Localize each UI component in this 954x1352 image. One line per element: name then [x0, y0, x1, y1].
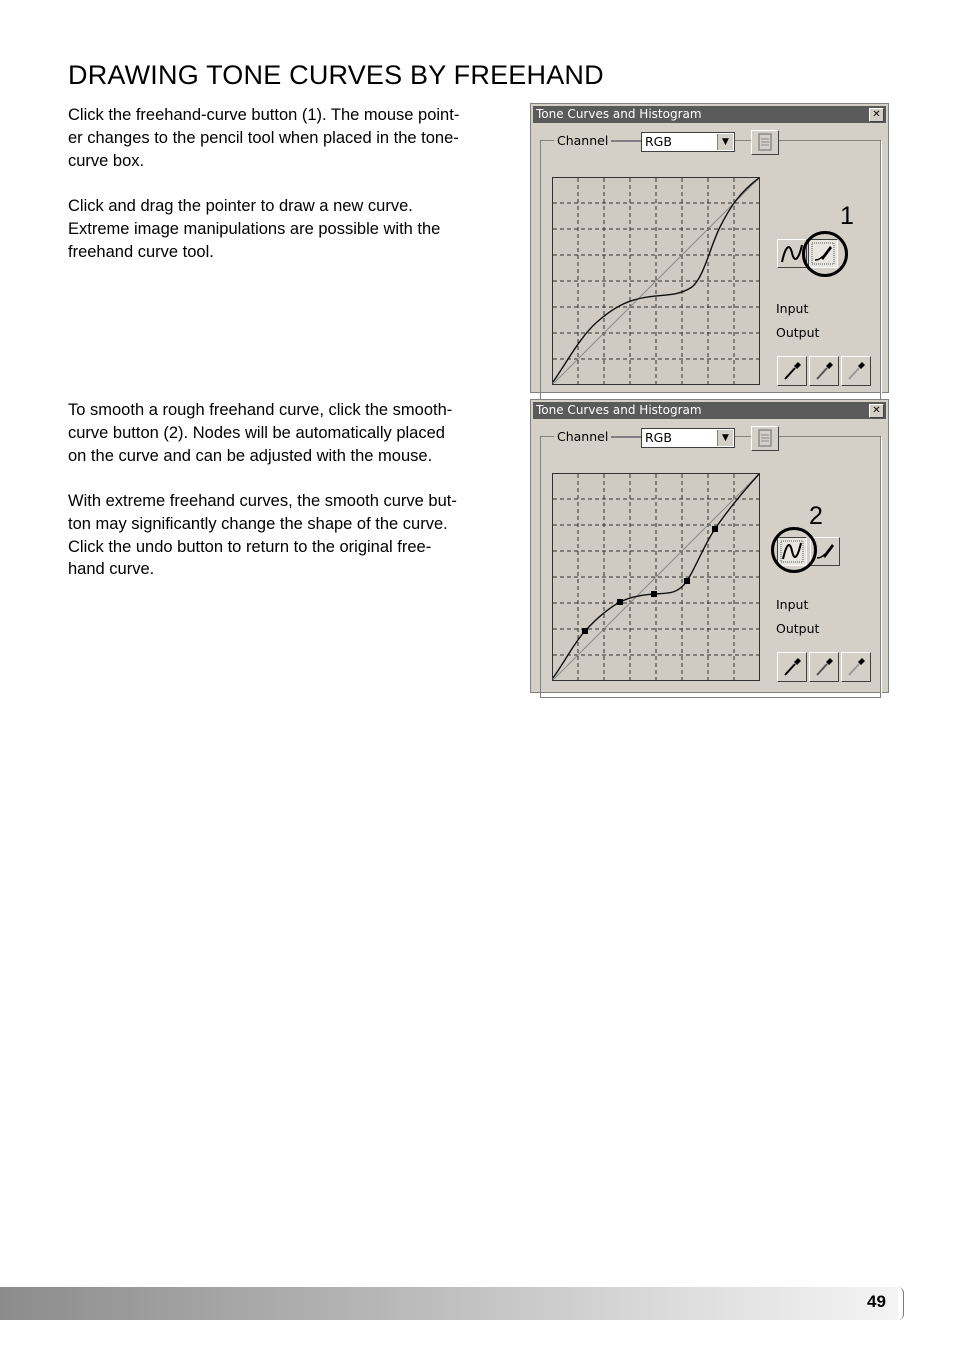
channel-select[interactable]: [641, 132, 735, 152]
callout-number: 2: [809, 502, 823, 530]
curve-node[interactable]: [712, 526, 718, 532]
close-button[interactable]: ✕: [869, 404, 884, 418]
reset-icon: [752, 131, 778, 154]
white-eyedropper-icon: [842, 357, 870, 385]
paragraph-draw-curve: Click and drag the pointer to draw a new curve. Extreme image manipulations are possible with the freehand curve tool.: [68, 197, 441, 261]
paragraph-freehand-button: Click the freehand-curve button (1). The mouse point- er changes to the pencil tool when placed in the tone- curve box.: [68, 106, 460, 170]
curve-node[interactable]: [582, 628, 588, 634]
reset-button[interactable]: [751, 426, 779, 451]
panel-titlebar: [533, 106, 886, 123]
paragraph-extreme-curves: With extreme freehand curves, the smooth curve but- ton may significantly change the shape of the curve. Click the undo button to return to the original free- hand curve.: [68, 492, 457, 579]
channel-value: RGB: [645, 430, 672, 445]
gray-point-button[interactable]: [809, 652, 839, 682]
white-eyedropper-icon: [842, 653, 870, 681]
page-title: DRAWING TONE CURVES BY FREEHAND: [68, 60, 604, 90]
dropdown-arrow-icon[interactable]: ▼: [717, 430, 733, 446]
panel-title: Tone Curves and Histogram: [536, 403, 702, 417]
black-point-button[interactable]: [777, 356, 807, 386]
input-label: Input: [776, 301, 809, 316]
black-eyedropper-icon: [778, 357, 806, 385]
gray-eyedropper-icon: [810, 357, 838, 385]
input-label: Input: [776, 597, 809, 612]
tone-curves-panel-freehand: [530, 103, 889, 393]
close-button[interactable]: ✕: [869, 108, 884, 122]
page-number: 49: [867, 1292, 886, 1311]
white-point-button[interactable]: [841, 652, 871, 682]
callout-circle: [771, 527, 817, 573]
paragraph-smooth-curve: To smooth a rough freehand curve, click the smooth- curve button (2). Nodes will be automatically placed on the curve and can be adjusted with the mouse.: [68, 401, 453, 465]
channel-value: RGB: [645, 134, 672, 149]
tone-curve-graph[interactable]: [552, 177, 760, 385]
channel-label: Channel: [554, 133, 611, 148]
black-eyedropper-icon: [778, 653, 806, 681]
curve-node[interactable]: [684, 578, 690, 584]
panel-title: Tone Curves and Histogram: [536, 107, 702, 121]
output-label: Output: [776, 621, 820, 636]
output-label: Output: [776, 325, 820, 340]
reset-button[interactable]: [751, 130, 779, 155]
gray-eyedropper-icon: [810, 653, 838, 681]
footer-tab: [898, 1287, 904, 1320]
white-point-button[interactable]: [841, 356, 871, 386]
curve-node[interactable]: [617, 599, 623, 605]
footer-bar: [0, 1287, 898, 1320]
tone-curves-panel-smooth: [530, 399, 889, 693]
gray-point-button[interactable]: [809, 356, 839, 386]
callout-number: 1: [840, 202, 854, 230]
tone-curve-graph[interactable]: [552, 473, 760, 681]
black-point-button[interactable]: [777, 652, 807, 682]
reset-icon: [752, 427, 778, 450]
panel-titlebar: [533, 402, 886, 419]
channel-label: Channel: [554, 429, 611, 444]
channel-select[interactable]: [641, 428, 735, 448]
dropdown-arrow-icon[interactable]: ▼: [717, 134, 733, 150]
callout-circle: [802, 231, 848, 277]
curve-node[interactable]: [651, 591, 657, 597]
